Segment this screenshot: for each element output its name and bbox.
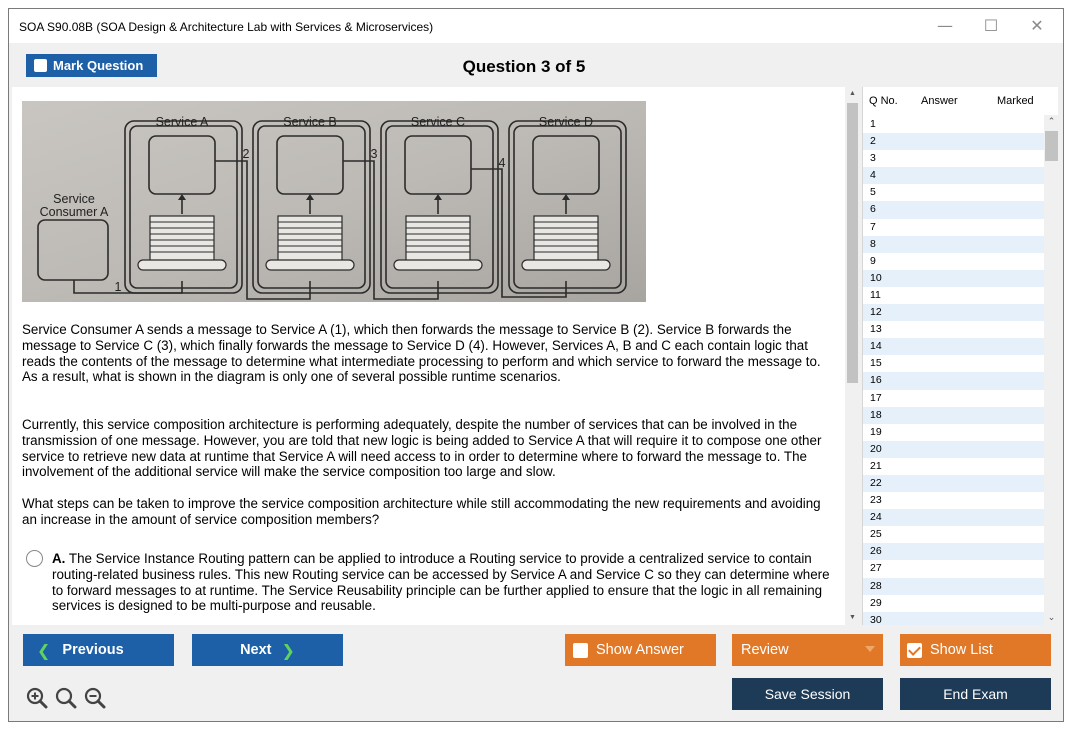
question-list-row[interactable]: 18 xyxy=(863,407,1044,424)
chevron-left-icon: ❮ xyxy=(37,640,51,660)
question-list-panel xyxy=(862,87,1058,625)
diagram-label-consumer-1: Service xyxy=(53,192,95,206)
content-scrollbar[interactable] xyxy=(845,87,860,625)
question-list-row[interactable]: 1 xyxy=(870,118,876,130)
question-list-row[interactable]: 26 xyxy=(863,543,1044,560)
question-list-row[interactable]: 2 xyxy=(863,133,1044,150)
question-list-row[interactable]: 24 xyxy=(863,509,1044,526)
answer-option-a-text xyxy=(52,551,832,614)
question-list-row[interactable]: 20 xyxy=(863,441,1044,458)
question-title: Question 3 of 5 xyxy=(462,57,586,76)
app-window xyxy=(8,8,1064,722)
question-list-row[interactable]: 22 xyxy=(863,475,1044,492)
window-title: SOA S90.08B (SOA Design & Architecture Lab with Services & Microservices) xyxy=(19,20,434,34)
answer-option-a-body: The Service Instance Routing pattern can be applied to introduce a Routing service to provide a centralized service to contain routing-related business rules. This new Routing service can be accessed by Service A and Service C so they can determine where to forward messages to at runtime. The Service Reusability principle can be further applied to ensure that the logic in all remaining services is designed to be multi-purpose and reusable. xyxy=(52,551,830,614)
header-answer[interactable]: Answer xyxy=(921,95,958,107)
diagram-label-service-a: Service A xyxy=(155,115,209,129)
question-list-row[interactable]: 5 xyxy=(870,186,876,199)
maximize-button[interactable]: ☐ xyxy=(983,16,999,35)
list-scroll-thumb[interactable] xyxy=(1045,131,1058,161)
diagram-label-service-b: Service B xyxy=(283,115,337,129)
chevron-right-icon: ❯ xyxy=(281,640,295,660)
show-answer-label: Show Answer xyxy=(596,642,684,658)
question-list-row[interactable]: 13 xyxy=(870,323,882,336)
content-scroll-down-icon[interactable]: ▼ xyxy=(849,614,856,621)
save-session-button[interactable]: Save Session xyxy=(732,678,883,710)
mark-question-button[interactable] xyxy=(26,54,157,77)
question-list-row[interactable]: 8 xyxy=(863,236,1044,253)
previous-label: Previous xyxy=(62,642,124,658)
question-paragraph-3: What steps can be taken to improve the service composition architecture while still accommodating the new requirements and avoiding an increase in the amount of service composition members? xyxy=(22,496,821,527)
question-list-row[interactable]: 15 xyxy=(870,357,882,370)
question-list-row[interactable]: 12 xyxy=(863,304,1044,321)
question-paragraph-1: Service Consumer A sends a message to Service A (1), which then forwards the message to Service B (2). Service B forwards the message to Service C (3), which finally forwards the message to Service D (4). However, Services A, B and C each contain logic that reads the contents of the message to determine what intermediate processing to perform and which service to forward the message to. As a result, what is shown in the diagram is only one of several possible runtime scenarios. xyxy=(22,322,821,385)
review-label: Review xyxy=(741,642,789,658)
question-list-row[interactable]: 19 xyxy=(870,425,882,438)
mark-question-label: Mark Question xyxy=(53,58,144,73)
question-list-row[interactable]: 21 xyxy=(870,459,882,472)
content-scroll-up-icon[interactable]: ▲ xyxy=(849,90,856,97)
answer-option-a-letter: A. xyxy=(52,551,66,566)
question-list-row[interactable]: 11 xyxy=(870,288,881,301)
show-list-button[interactable] xyxy=(900,634,1051,666)
header-marked[interactable]: Marked xyxy=(997,95,1034,107)
question-list-row[interactable]: 10 xyxy=(863,270,1044,287)
caret-down-icon xyxy=(865,646,875,652)
diagram-step-4: 4 xyxy=(498,156,506,170)
show-answer-checkbox[interactable] xyxy=(573,643,588,658)
list-scroll-down-icon[interactable]: ⌄ xyxy=(1047,613,1056,623)
title-bar xyxy=(9,9,1063,43)
zoom-reset-icon[interactable] xyxy=(55,687,77,709)
show-list-label: Show List xyxy=(930,642,993,658)
question-list-row[interactable]: 3 xyxy=(870,152,876,165)
minimize-button[interactable]: — xyxy=(937,16,953,35)
review-dropdown[interactable] xyxy=(732,634,883,666)
answer-option-a-radio[interactable] xyxy=(26,550,43,567)
close-button[interactable]: ✕ xyxy=(1030,16,1044,35)
header-qno[interactable]: Q No. xyxy=(869,95,898,107)
list-scroll-up-icon[interactable]: ⌃ xyxy=(1047,117,1056,127)
zoom-in-icon[interactable] xyxy=(26,687,48,709)
question-list-row[interactable]: 7 xyxy=(870,220,876,233)
question-content xyxy=(12,87,845,625)
mark-question-checkbox[interactable] xyxy=(34,59,47,72)
show-list-checkbox[interactable] xyxy=(907,643,922,658)
next-label: Next xyxy=(240,642,272,658)
show-answer-button[interactable] xyxy=(565,634,716,666)
question-list-row[interactable]: 17 xyxy=(870,391,882,404)
diagram-label-consumer-2: Consumer A xyxy=(39,205,109,219)
question-list-row[interactable]: 25 xyxy=(870,528,882,541)
question-list-row[interactable]: 27 xyxy=(870,562,882,575)
content-scroll-thumb[interactable] xyxy=(847,103,858,383)
question-list-row[interactable]: 23 xyxy=(870,494,882,507)
diagram-step-3: 3 xyxy=(370,147,378,161)
question-paragraph-2: Currently, this service composition architecture is performing adequately, despite the number of services that can be involved in the transmission of one message. However, you are told that new logic is being added to Service A that will require it to compose one other service to retrieve new data at runtime that Service A will need access to in order to determine where to forward the message to. The involvement of the additional service will make the service composition too large and slow. xyxy=(22,417,822,480)
question-list-row[interactable]: 16 xyxy=(863,372,1044,389)
diagram-step-1: 1 xyxy=(114,280,122,294)
next-button[interactable] xyxy=(192,634,343,666)
diagram-step-2: 2 xyxy=(242,147,250,161)
question-list-scrollbar[interactable] xyxy=(1044,115,1058,625)
previous-button[interactable] xyxy=(23,634,174,666)
service-composition-diagram xyxy=(22,101,646,302)
question-list-row[interactable]: 30 xyxy=(863,612,1044,625)
question-list-rows xyxy=(863,116,1044,625)
diagram-label-service-d: Service D xyxy=(538,115,594,129)
question-list-row[interactable]: 9 xyxy=(870,254,876,267)
question-list-row[interactable]: 4 xyxy=(863,167,1044,184)
zoom-out-icon[interactable] xyxy=(84,687,106,709)
question-list-row[interactable]: 29 xyxy=(870,596,882,609)
question-list-row[interactable]: 28 xyxy=(863,578,1044,595)
diagram-label-service-c: Service C xyxy=(410,115,466,129)
question-list-header xyxy=(863,87,1058,115)
question-list-row[interactable]: 14 xyxy=(863,338,1044,355)
end-exam-button[interactable]: End Exam xyxy=(900,678,1051,710)
question-list-row[interactable]: 6 xyxy=(863,201,1044,218)
